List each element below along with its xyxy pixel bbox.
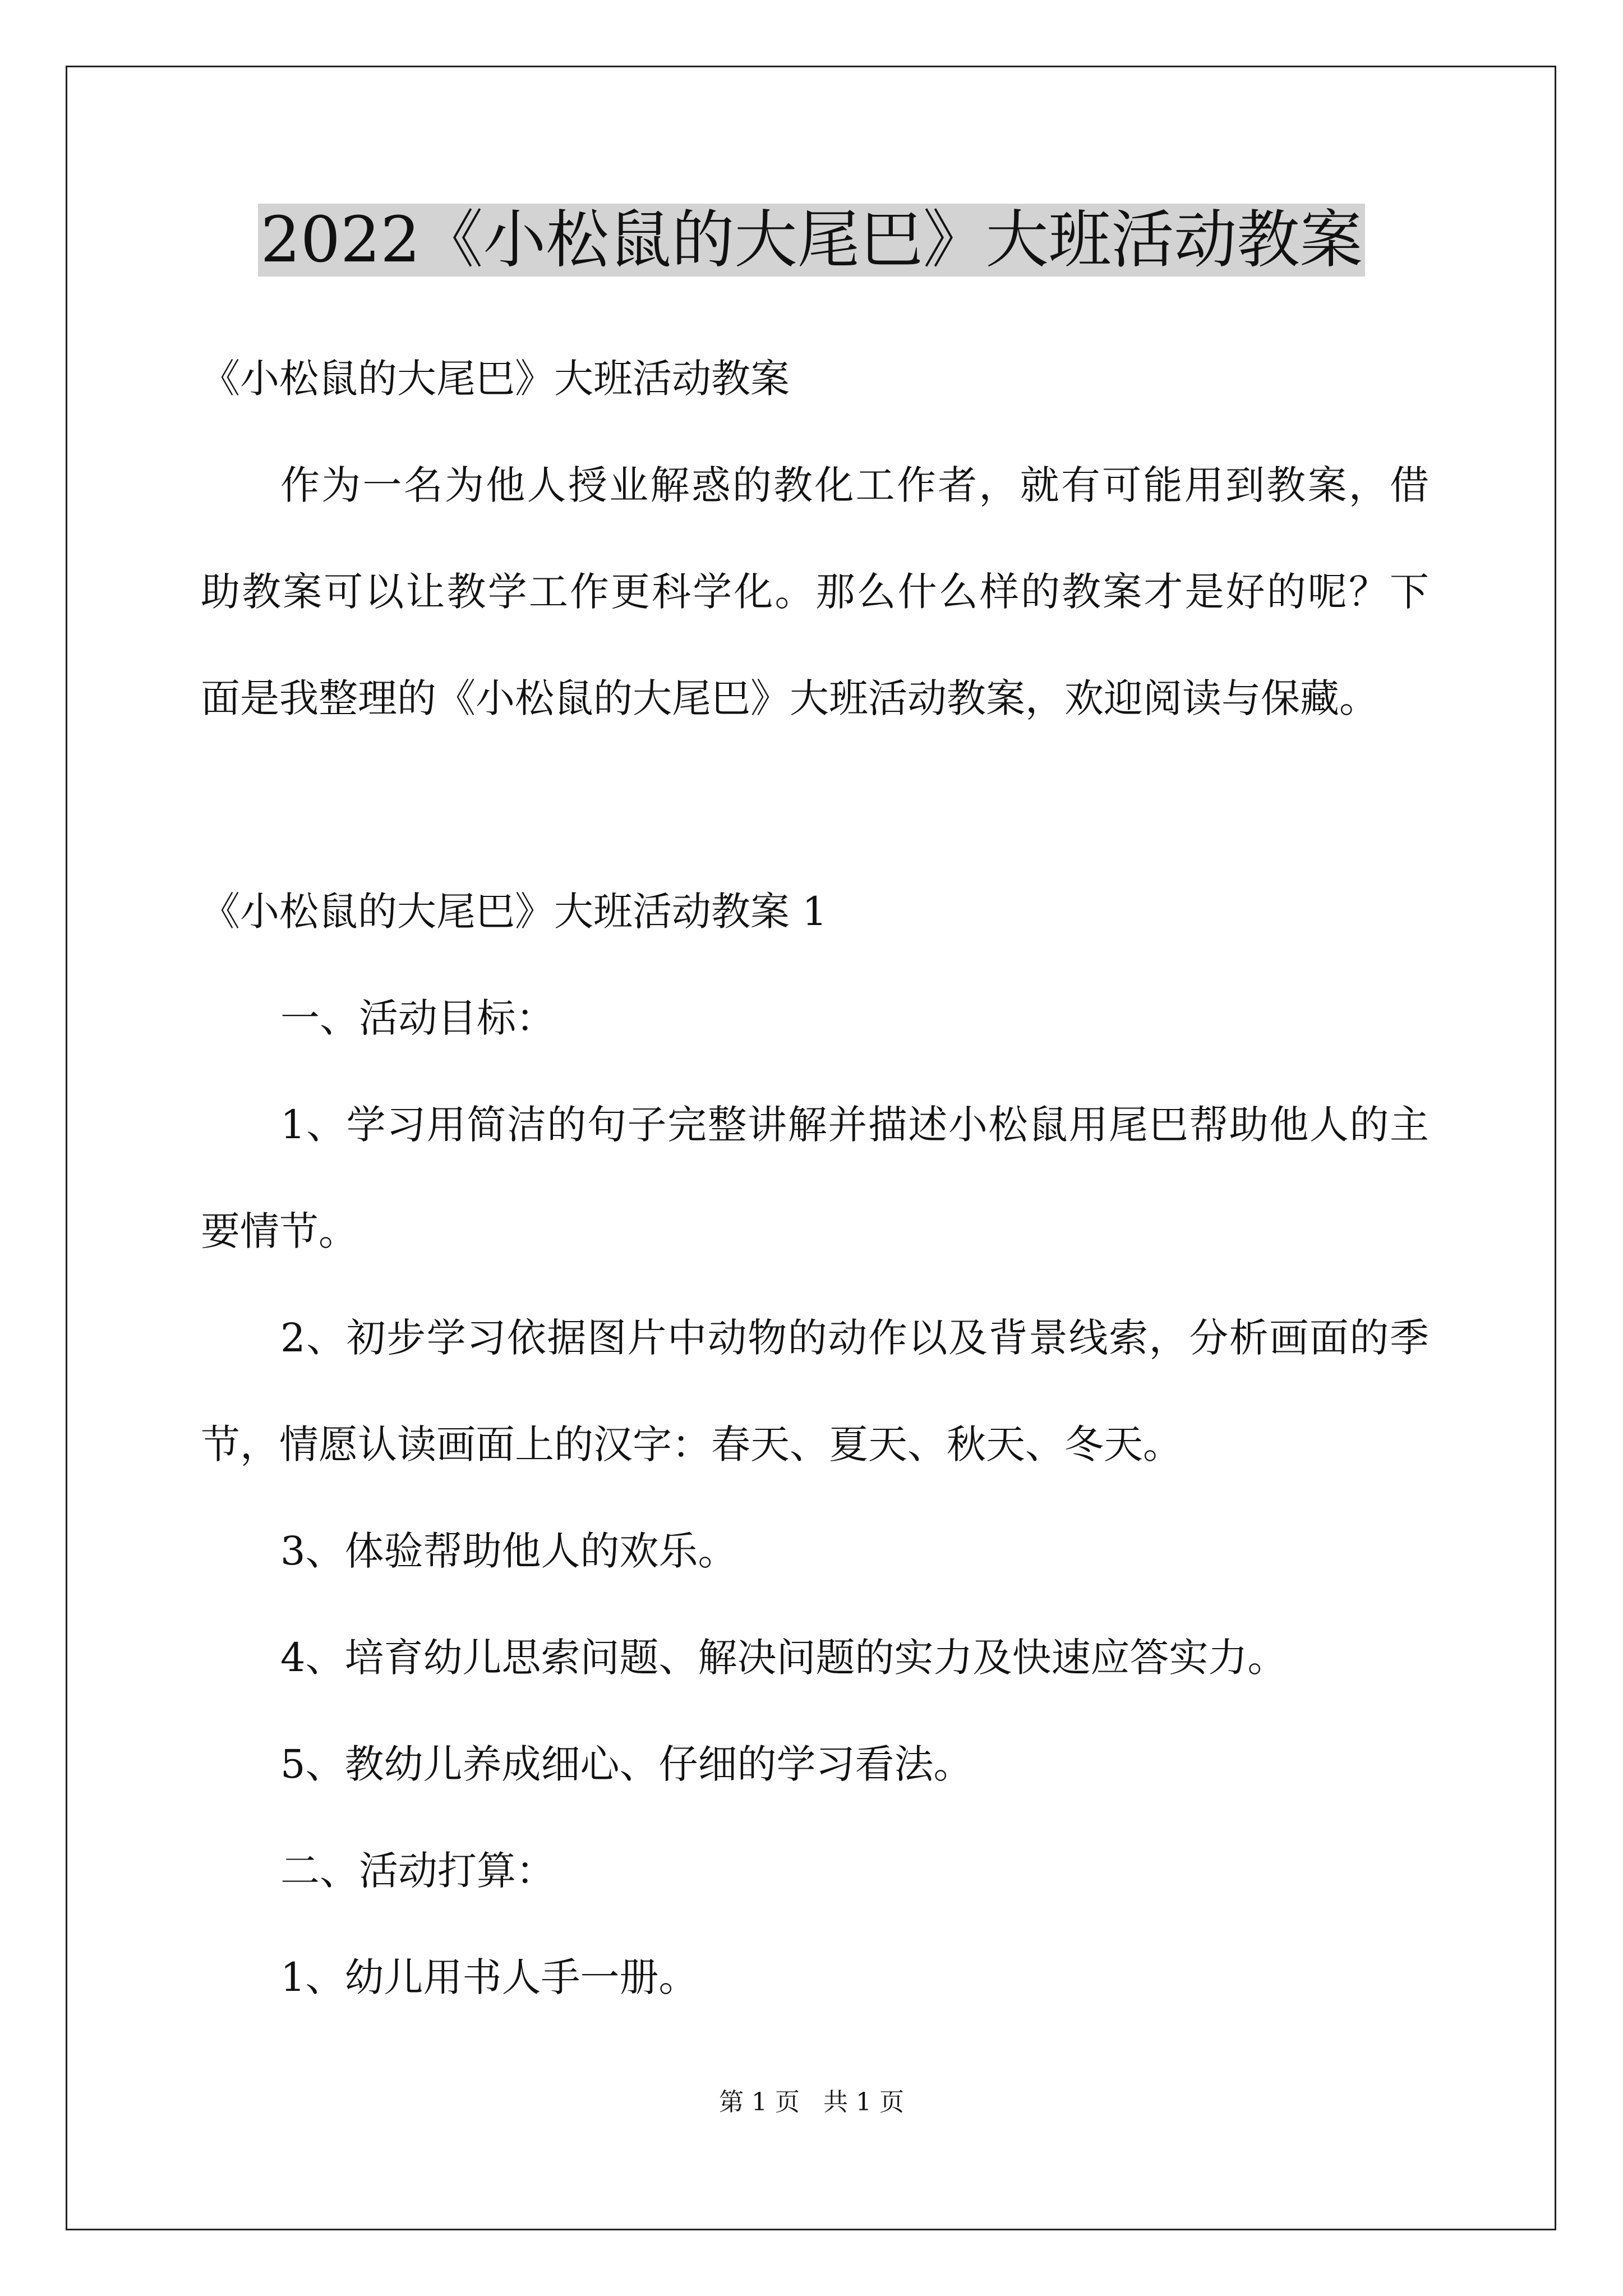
- intro-line-2: 助教案可以让教学工作更科学化。那么什么样的教案才是好的呢？下: [201, 569, 1429, 615]
- intro-line-3: 面是我整理的《小松鼠的大尾巴》大班活动教案，欢迎阅读与保藏。: [201, 675, 1378, 721]
- goal-3: 3、体验帮助他人的欢乐。: [280, 1528, 737, 1574]
- intro-line-1: 作为一名为他人授业解惑的教化工作者，就有可能用到教案，借: [280, 462, 1429, 508]
- goal-1-line-2: 要情节。: [201, 1208, 358, 1254]
- goal-1-line-1: 1、学习用简洁的句子完整讲解并描述小松鼠用尾巴帮助他人的主: [280, 1102, 1429, 1148]
- goal-5: 5、教幼儿养成细心、仔细的学习看法。: [280, 1741, 973, 1787]
- prep-item-1: 1、幼儿用书人手一册。: [280, 1954, 698, 2000]
- prep-heading: 二、活动打算：: [280, 1848, 555, 1894]
- goal-4: 4、培育幼儿思索问题、解决问题的实力及快速应答实力。: [280, 1635, 1287, 1681]
- page-footer: 第 1 页 共 1 页: [719, 2088, 904, 2116]
- section-heading: 《小松鼠的大尾巴》大班活动教案 1: [201, 889, 827, 935]
- document-title: [0, 201, 1623, 279]
- goal-2-line-2: 节，情愿认读画面上的汉字：春天、夏天、秋天、冬天。: [201, 1421, 1182, 1467]
- document-title-text: 2022《小松鼠的大尾巴》大班活动教案: [258, 204, 1364, 277]
- goals-heading: 一、活动目标：: [280, 995, 555, 1041]
- document-subtitle: 《小松鼠的大尾巴》大班活动教案: [201, 356, 790, 402]
- goal-2-line-1: 2、初步学习依据图片中动物的动作以及背景线索，分析画面的季: [280, 1315, 1429, 1361]
